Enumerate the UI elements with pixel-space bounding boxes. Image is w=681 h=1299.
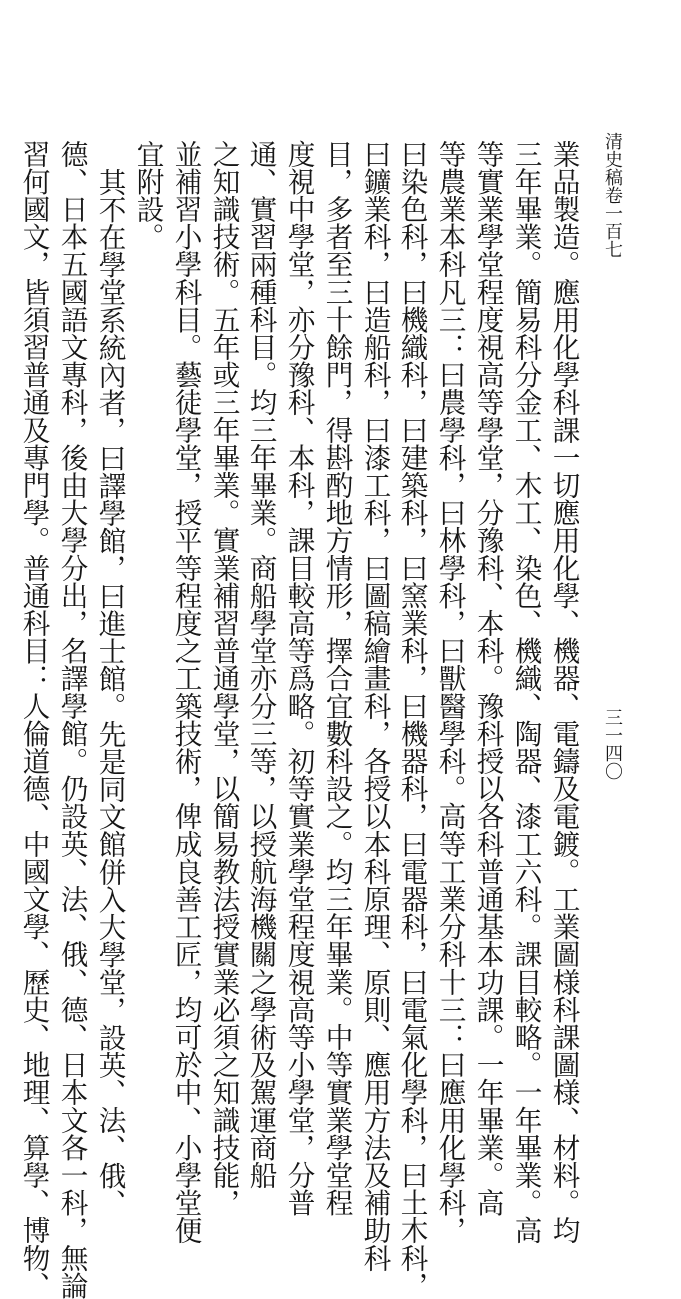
text-column: 並補習小學科目。藝徒學堂，授平等程度之工築技術，俾成良善工匠，均可於中、小學堂便: [169, 140, 203, 1244]
page-number: 三一四〇: [602, 708, 623, 780]
text-column: 之知識技術。五年或三年畢業。實業補習普通學堂，以簡易教法授實業必須之知識技能，: [207, 140, 241, 1217]
text-column: 度視中學堂，亦分豫科、本科，課目較高等爲略。初等實業學堂程度視高等小學堂，分普: [282, 140, 316, 1217]
text-column: 其不在學堂系統內者，曰譯學館，曰進士館。先是同文館併入大學堂，設英、法、俄、: [93, 168, 127, 1217]
text-column: 業品製造。應用化學科課一切應用化學、機器、電鑄及電鍍。工業圖様科課圖様、材料。均: [547, 140, 581, 1244]
text-column: 曰鑛業科，曰造船科，曰漆工科，曰圖稿繪畫科，各授以本科原理、原則、應用方法及補助科: [358, 140, 392, 1272]
text-column: 等實業學堂程度視高等學堂，分豫科、本科。豫科授以各科普通基本功課。一年畢業。高: [471, 140, 505, 1217]
text-column: 等農業本科凡三：曰農學科，曰林學科，曰獸醫學科。高等工業分科十三：曰應用化學科，: [433, 140, 467, 1244]
text-column: 目，多者至三十餘門，得斟酌地方情形，擇合宜數科設之。均三年畢業。中等實業學堂程: [320, 140, 354, 1217]
text-column: 三年畢業。簡易科分金工、木工、染色、機織、陶器、漆工六科。課目較略。一年畢業。高: [509, 140, 543, 1244]
text-column: 德、日本五國語文專科，後由大學分出，名譯學館。仍設英、法、俄、德、日本文各一科，無論: [55, 140, 89, 1299]
text-column: 習何國文，皆須習普通及專門學。普通科目：人倫道德、中國文學、歷史、地理、算學、博物、: [17, 140, 51, 1299]
text-column: 通、實習兩種科目。均三年畢業。商船學堂亦分三等，以授航海機關之學術及駕運商船: [244, 140, 278, 1189]
running-title: 清史稿卷一百七: [602, 132, 623, 258]
text-column: 宜附設。: [131, 140, 165, 251]
text-column: 曰染色科，曰機織科，曰建築科，曰窯業科，曰機器科，曰電器科，曰電氣化學科，曰土木科，: [395, 140, 429, 1299]
